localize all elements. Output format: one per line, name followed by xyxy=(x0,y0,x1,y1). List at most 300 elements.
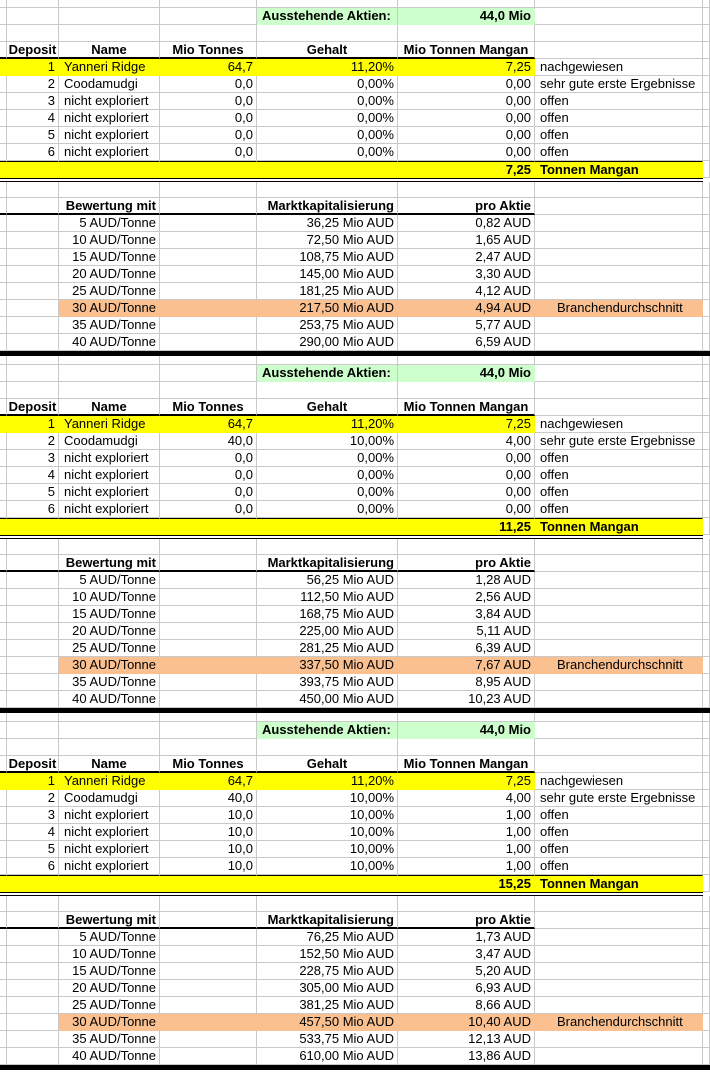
valuation-rate-cell[interactable]: 30 AUD/Tonne xyxy=(59,300,160,317)
cell[interactable] xyxy=(7,161,59,178)
valuation-cap-cell[interactable]: 450,00 Mio AUD xyxy=(257,691,398,708)
cell[interactable] xyxy=(398,0,535,8)
deposit-nr-cell[interactable]: 4 xyxy=(7,110,59,127)
cell[interactable] xyxy=(0,356,7,365)
cell[interactable] xyxy=(703,467,710,484)
valuation-cap-cell[interactable]: 457,50 Mio AUD xyxy=(257,1014,398,1031)
cell[interactable] xyxy=(59,713,160,722)
cell[interactable] xyxy=(703,501,710,518)
deposit-tonnes-cell[interactable]: 0,0 xyxy=(160,484,257,501)
cell[interactable] xyxy=(160,539,257,555)
cell[interactable] xyxy=(703,144,710,161)
cell[interactable] xyxy=(160,896,257,912)
deposit-gehalt-cell[interactable]: 10,00% xyxy=(257,858,398,875)
deposit-header-cell-mangan[interactable]: Mio Tonnen Mangan xyxy=(398,756,535,773)
cell[interactable] xyxy=(7,8,59,25)
valuation-header-cell-bewertung[interactable]: Bewertung mit xyxy=(59,912,160,929)
cell[interactable] xyxy=(7,266,59,283)
cell[interactable] xyxy=(535,756,703,773)
deposit-name-cell[interactable]: nicht exploriert xyxy=(59,110,160,127)
cell[interactable] xyxy=(0,76,7,93)
cell[interactable] xyxy=(703,161,710,178)
valuation-rate-cell[interactable]: 35 AUD/Tonne xyxy=(59,1031,160,1048)
deposit-gehalt-cell[interactable]: 0,00% xyxy=(257,484,398,501)
deposit-gehalt-cell[interactable]: 0,00% xyxy=(257,144,398,161)
cell[interactable] xyxy=(535,198,703,215)
cell[interactable] xyxy=(59,8,160,25)
cell[interactable] xyxy=(703,722,710,739)
deposit-tonnes-cell[interactable]: 64,7 xyxy=(160,416,257,433)
cell[interactable] xyxy=(160,963,257,980)
cell[interactable] xyxy=(703,382,710,399)
cell[interactable] xyxy=(703,1048,710,1065)
cell[interactable] xyxy=(7,25,59,42)
cell[interactable] xyxy=(160,606,257,623)
valuation-header-cell-pro-aktie[interactable]: pro Aktie xyxy=(398,555,535,572)
cell[interactable] xyxy=(0,25,7,42)
deposit-mangan-cell[interactable]: 0,00 xyxy=(398,450,535,467)
cell[interactable] xyxy=(7,691,59,708)
cell[interactable] xyxy=(0,501,7,518)
cell[interactable] xyxy=(0,0,7,8)
valuation-pershare-cell[interactable]: 6,59 AUD xyxy=(398,334,535,351)
cell[interactable] xyxy=(0,929,7,946)
deposit-nr-cell[interactable]: 1 xyxy=(7,416,59,433)
cell[interactable] xyxy=(7,722,59,739)
deposit-mangan-cell[interactable]: 0,00 xyxy=(398,76,535,93)
cell[interactable] xyxy=(535,896,703,912)
cell[interactable] xyxy=(0,722,7,739)
cell[interactable] xyxy=(535,182,703,198)
valuation-cap-cell[interactable]: 228,75 Mio AUD xyxy=(257,963,398,980)
cell[interactable] xyxy=(0,997,7,1014)
cell[interactable] xyxy=(535,317,703,334)
cell[interactable] xyxy=(59,739,160,756)
cell[interactable] xyxy=(535,722,703,739)
cell[interactable] xyxy=(0,215,7,232)
cell[interactable] xyxy=(7,623,59,640)
cell[interactable] xyxy=(703,300,710,317)
cell[interactable] xyxy=(535,266,703,283)
cell[interactable] xyxy=(160,589,257,606)
valuation-cap-cell[interactable]: 152,50 Mio AUD xyxy=(257,946,398,963)
valuation-cap-cell[interactable]: 381,25 Mio AUD xyxy=(257,997,398,1014)
cell[interactable] xyxy=(7,896,59,912)
cell[interactable] xyxy=(59,182,160,198)
valuation-header-cell-marktkapitalisierung[interactable]: Marktkapitalisierung xyxy=(257,198,398,215)
deposit-mangan-cell[interactable]: 0,00 xyxy=(398,484,535,501)
deposit-mangan-cell[interactable]: 0,00 xyxy=(398,144,535,161)
cell[interactable] xyxy=(59,25,160,42)
valuation-cap-cell[interactable]: 281,25 Mio AUD xyxy=(257,640,398,657)
cell[interactable] xyxy=(703,283,710,300)
valuation-header-cell-bewertung[interactable]: Bewertung mit xyxy=(59,555,160,572)
cell[interactable] xyxy=(7,929,59,946)
cell[interactable] xyxy=(0,1031,7,1048)
cell[interactable] xyxy=(535,1048,703,1065)
cell[interactable] xyxy=(535,739,703,756)
valuation-rate-cell[interactable]: 35 AUD/Tonne xyxy=(59,317,160,334)
cell[interactable] xyxy=(0,144,7,161)
cell[interactable] xyxy=(703,1031,710,1048)
cell[interactable] xyxy=(160,912,257,929)
cell[interactable] xyxy=(535,640,703,657)
deposit-note-cell[interactable]: sehr gute erste Ergebnisse xyxy=(535,790,703,807)
valuation-cap-cell[interactable]: 145,00 Mio AUD xyxy=(257,266,398,283)
cell[interactable] xyxy=(535,382,703,399)
cell[interactable] xyxy=(398,539,535,555)
deposit-mangan-cell[interactable]: 4,00 xyxy=(398,790,535,807)
deposit-tonnes-cell[interactable]: 0,0 xyxy=(160,450,257,467)
valuation-rate-cell[interactable]: 25 AUD/Tonne xyxy=(59,997,160,1014)
cell[interactable] xyxy=(257,382,398,399)
cell[interactable] xyxy=(535,963,703,980)
valuation-rate-cell[interactable]: 35 AUD/Tonne xyxy=(59,674,160,691)
cell[interactable] xyxy=(0,198,7,215)
cell[interactable] xyxy=(703,25,710,42)
cell[interactable] xyxy=(0,317,7,334)
cell[interactable] xyxy=(7,555,59,572)
cell[interactable] xyxy=(535,929,703,946)
cell[interactable] xyxy=(0,555,7,572)
cell[interactable] xyxy=(160,382,257,399)
cell[interactable] xyxy=(7,912,59,929)
cell[interactable] xyxy=(703,450,710,467)
valuation-cap-cell[interactable]: 533,75 Mio AUD xyxy=(257,1031,398,1048)
cell[interactable] xyxy=(0,790,7,807)
deposit-note-cell[interactable]: offen xyxy=(535,467,703,484)
cell[interactable] xyxy=(160,929,257,946)
deposit-tonnes-cell[interactable]: 10,0 xyxy=(160,858,257,875)
deposit-name-cell[interactable]: Coodamudgi xyxy=(59,790,160,807)
deposit-header-cell-gehalt[interactable]: Gehalt xyxy=(257,399,398,416)
cell[interactable] xyxy=(160,946,257,963)
deposit-nr-cell[interactable]: 2 xyxy=(7,790,59,807)
cell[interactable] xyxy=(535,997,703,1014)
deposit-gehalt-cell[interactable]: 0,00% xyxy=(257,127,398,144)
cell[interactable] xyxy=(535,0,703,8)
cell[interactable] xyxy=(398,182,535,198)
cell[interactable] xyxy=(257,875,398,892)
cell[interactable] xyxy=(59,161,160,178)
cell[interactable] xyxy=(0,691,7,708)
cell[interactable] xyxy=(59,356,160,365)
valuation-cap-cell[interactable]: 217,50 Mio AUD xyxy=(257,300,398,317)
cell[interactable] xyxy=(0,1048,7,1065)
deposit-nr-cell[interactable]: 6 xyxy=(7,858,59,875)
deposit-tonnes-cell[interactable]: 0,0 xyxy=(160,144,257,161)
cell[interactable] xyxy=(160,25,257,42)
deposit-header-cell-name[interactable]: Name xyxy=(59,399,160,416)
cell[interactable] xyxy=(703,42,710,59)
deposit-nr-cell[interactable]: 2 xyxy=(7,76,59,93)
cell[interactable] xyxy=(7,182,59,198)
cell[interactable] xyxy=(0,1014,7,1031)
cell[interactable] xyxy=(7,334,59,351)
cell[interactable] xyxy=(703,8,710,25)
deposit-gehalt-cell[interactable]: 11,20% xyxy=(257,416,398,433)
cell[interactable] xyxy=(59,722,160,739)
cell[interactable] xyxy=(535,283,703,300)
cell[interactable] xyxy=(703,539,710,555)
deposit-nr-cell[interactable]: 6 xyxy=(7,144,59,161)
cell[interactable] xyxy=(0,963,7,980)
cell[interactable] xyxy=(703,1014,710,1031)
valuation-rate-cell[interactable]: 15 AUD/Tonne xyxy=(59,249,160,266)
deposit-nr-cell[interactable]: 3 xyxy=(7,93,59,110)
valuation-header-cell-pro-aktie[interactable]: pro Aktie xyxy=(398,912,535,929)
cell[interactable] xyxy=(0,8,7,25)
cell[interactable] xyxy=(535,674,703,691)
valuation-header-cell-marktkapitalisierung[interactable]: Marktkapitalisierung xyxy=(257,555,398,572)
valuation-rate-cell[interactable]: 25 AUD/Tonne xyxy=(59,640,160,657)
valuation-pershare-cell[interactable]: 8,95 AUD xyxy=(398,674,535,691)
cell[interactable] xyxy=(703,657,710,674)
deposit-tonnes-cell[interactable]: 10,0 xyxy=(160,841,257,858)
cell[interactable] xyxy=(703,127,710,144)
cell[interactable] xyxy=(7,875,59,892)
deposit-header-cell-deposit[interactable]: Deposit xyxy=(7,399,59,416)
valuation-pershare-cell[interactable]: 6,39 AUD xyxy=(398,640,535,657)
cell[interactable] xyxy=(257,518,398,535)
cell[interactable] xyxy=(0,232,7,249)
valuation-pershare-cell[interactable]: 7,67 AUD xyxy=(398,657,535,674)
cell[interactable] xyxy=(398,713,535,722)
cell[interactable] xyxy=(160,317,257,334)
cell[interactable] xyxy=(59,382,160,399)
cell[interactable] xyxy=(0,110,7,127)
cell[interactable] xyxy=(703,110,710,127)
deposit-mangan-cell[interactable]: 0,00 xyxy=(398,110,535,127)
cell[interactable] xyxy=(703,334,710,351)
cell[interactable] xyxy=(0,300,7,317)
deposit-name-cell[interactable]: nicht exploriert xyxy=(59,467,160,484)
cell[interactable] xyxy=(703,356,710,365)
valuation-rate-cell[interactable]: 5 AUD/Tonne xyxy=(59,929,160,946)
cell[interactable] xyxy=(160,283,257,300)
deposit-note-cell[interactable]: offen xyxy=(535,127,703,144)
cell[interactable] xyxy=(7,1031,59,1048)
cell[interactable] xyxy=(535,572,703,589)
valuation-pershare-cell[interactable]: 1,28 AUD xyxy=(398,572,535,589)
deposit-name-cell[interactable]: Yanneri Ridge xyxy=(59,59,160,76)
valuation-cap-cell[interactable]: 36,25 Mio AUD xyxy=(257,215,398,232)
cell[interactable] xyxy=(257,713,398,722)
valuation-header-cell-bewertung[interactable]: Bewertung mit xyxy=(59,198,160,215)
total-label-cell[interactable]: Tonnen Mangan xyxy=(535,161,703,178)
cell[interactable] xyxy=(7,317,59,334)
valuation-rate-cell[interactable]: 40 AUD/Tonne xyxy=(59,691,160,708)
cell[interactable] xyxy=(398,896,535,912)
deposit-note-cell[interactable]: offen xyxy=(535,807,703,824)
deposit-mangan-cell[interactable]: 1,00 xyxy=(398,807,535,824)
deposit-nr-cell[interactable]: 3 xyxy=(7,807,59,824)
deposit-mangan-cell[interactable]: 1,00 xyxy=(398,858,535,875)
cell[interactable] xyxy=(59,0,160,8)
cell[interactable] xyxy=(7,249,59,266)
valuation-pershare-cell[interactable]: 8,66 AUD xyxy=(398,997,535,1014)
valuation-pershare-cell[interactable]: 10,23 AUD xyxy=(398,691,535,708)
deposit-header-cell-deposit[interactable]: Deposit xyxy=(7,42,59,59)
deposit-nr-cell[interactable]: 5 xyxy=(7,127,59,144)
valuation-rate-cell[interactable]: 5 AUD/Tonne xyxy=(59,572,160,589)
deposit-header-cell-name[interactable]: Name xyxy=(59,42,160,59)
cell[interactable] xyxy=(703,93,710,110)
cell[interactable] xyxy=(535,356,703,365)
deposit-name-cell[interactable]: Yanneri Ridge xyxy=(59,416,160,433)
cell[interactable] xyxy=(160,334,257,351)
valuation-rate-cell[interactable]: 15 AUD/Tonne xyxy=(59,606,160,623)
cell[interactable] xyxy=(160,518,257,535)
deposit-note-cell[interactable]: offen xyxy=(535,858,703,875)
valuation-pershare-cell[interactable]: 10,40 AUD xyxy=(398,1014,535,1031)
deposit-gehalt-cell[interactable]: 0,00% xyxy=(257,501,398,518)
deposit-gehalt-cell[interactable]: 0,00% xyxy=(257,450,398,467)
cell[interactable] xyxy=(0,980,7,997)
cell[interactable] xyxy=(7,0,59,8)
cell[interactable] xyxy=(535,215,703,232)
cell[interactable] xyxy=(7,1014,59,1031)
valuation-cap-cell[interactable]: 181,25 Mio AUD xyxy=(257,283,398,300)
cell[interactable] xyxy=(703,841,710,858)
cell[interactable] xyxy=(535,713,703,722)
deposit-header-cell-tonnes[interactable]: Mio Tonnes xyxy=(160,756,257,773)
deposit-gehalt-cell[interactable]: 10,00% xyxy=(257,807,398,824)
cell[interactable] xyxy=(703,249,710,266)
valuation-header-cell-pro-aktie[interactable]: pro Aktie xyxy=(398,198,535,215)
cell[interactable] xyxy=(7,640,59,657)
cell[interactable] xyxy=(257,182,398,198)
cell[interactable] xyxy=(703,572,710,589)
cell[interactable] xyxy=(0,875,7,892)
cell[interactable] xyxy=(7,283,59,300)
cell[interactable] xyxy=(160,875,257,892)
cell[interactable] xyxy=(703,317,710,334)
cell[interactable] xyxy=(59,539,160,555)
deposit-name-cell[interactable]: nicht exploriert xyxy=(59,841,160,858)
cell[interactable] xyxy=(703,773,710,790)
deposit-note-cell[interactable]: offen xyxy=(535,110,703,127)
cell[interactable] xyxy=(0,365,7,382)
cell[interactable] xyxy=(703,182,710,198)
deposit-mangan-cell[interactable]: 1,00 xyxy=(398,824,535,841)
cell[interactable] xyxy=(703,739,710,756)
cell[interactable] xyxy=(535,8,703,25)
cell[interactable] xyxy=(535,589,703,606)
valuation-pershare-cell[interactable]: 2,56 AUD xyxy=(398,589,535,606)
cell[interactable] xyxy=(7,674,59,691)
total-value-cell[interactable]: 11,25 xyxy=(398,518,535,535)
shares-value-cell[interactable]: 44,0 Mio xyxy=(398,8,535,25)
cell[interactable] xyxy=(703,232,710,249)
cell[interactable] xyxy=(160,640,257,657)
deposit-tonnes-cell[interactable]: 64,7 xyxy=(160,59,257,76)
valuation-pershare-cell[interactable]: 3,30 AUD xyxy=(398,266,535,283)
cell[interactable] xyxy=(703,59,710,76)
cell[interactable] xyxy=(0,42,7,59)
cell[interactable] xyxy=(7,232,59,249)
deposit-name-cell[interactable]: Coodamudgi xyxy=(59,76,160,93)
cell[interactable] xyxy=(0,912,7,929)
cell[interactable] xyxy=(0,127,7,144)
deposit-gehalt-cell[interactable]: 11,20% xyxy=(257,59,398,76)
cell[interactable] xyxy=(7,589,59,606)
cell[interactable] xyxy=(7,198,59,215)
cell[interactable] xyxy=(7,739,59,756)
deposit-gehalt-cell[interactable]: 0,00% xyxy=(257,76,398,93)
cell[interactable] xyxy=(7,300,59,317)
cell[interactable] xyxy=(7,606,59,623)
deposit-name-cell[interactable]: Yanneri Ridge xyxy=(59,773,160,790)
deposit-header-cell-deposit[interactable]: Deposit xyxy=(7,756,59,773)
deposit-gehalt-cell[interactable]: 11,20% xyxy=(257,773,398,790)
valuation-cap-cell[interactable]: 393,75 Mio AUD xyxy=(257,674,398,691)
deposit-header-cell-name[interactable]: Name xyxy=(59,756,160,773)
deposit-tonnes-cell[interactable]: 0,0 xyxy=(160,76,257,93)
deposit-tonnes-cell[interactable]: 10,0 xyxy=(160,824,257,841)
deposit-note-cell[interactable]: offen xyxy=(535,841,703,858)
deposit-header-cell-mangan[interactable]: Mio Tonnen Mangan xyxy=(398,42,535,59)
deposit-note-cell[interactable]: offen xyxy=(535,93,703,110)
deposit-mangan-cell[interactable]: 0,00 xyxy=(398,93,535,110)
valuation-pershare-cell[interactable]: 5,77 AUD xyxy=(398,317,535,334)
valuation-cap-cell[interactable]: 610,00 Mio AUD xyxy=(257,1048,398,1065)
cell[interactable] xyxy=(0,334,7,351)
cell[interactable] xyxy=(257,356,398,365)
cell[interactable] xyxy=(7,946,59,963)
deposit-name-cell[interactable]: nicht exploriert xyxy=(59,807,160,824)
shares-label-cell[interactable]: Ausstehende Aktien: xyxy=(257,722,398,739)
cell[interactable] xyxy=(703,963,710,980)
cell[interactable] xyxy=(7,713,59,722)
cell[interactable] xyxy=(535,539,703,555)
cell[interactable] xyxy=(535,399,703,416)
cell[interactable] xyxy=(0,858,7,875)
cell[interactable] xyxy=(703,365,710,382)
cell[interactable] xyxy=(703,589,710,606)
cell[interactable] xyxy=(0,161,7,178)
cell[interactable] xyxy=(160,997,257,1014)
cell[interactable] xyxy=(160,215,257,232)
cell[interactable] xyxy=(703,790,710,807)
cell[interactable] xyxy=(703,215,710,232)
valuation-pershare-cell[interactable]: 4,12 AUD xyxy=(398,283,535,300)
deposit-nr-cell[interactable]: 5 xyxy=(7,841,59,858)
valuation-pershare-cell[interactable]: 0,82 AUD xyxy=(398,215,535,232)
cell[interactable] xyxy=(703,713,710,722)
cell[interactable] xyxy=(257,896,398,912)
cell[interactable] xyxy=(0,518,7,535)
cell[interactable] xyxy=(703,606,710,623)
total-label-cell[interactable]: Tonnen Mangan xyxy=(535,875,703,892)
deposit-name-cell[interactable]: nicht exploriert xyxy=(59,127,160,144)
cell[interactable] xyxy=(703,266,710,283)
cell[interactable] xyxy=(703,76,710,93)
cell[interactable] xyxy=(398,382,535,399)
cell[interactable] xyxy=(0,484,7,501)
cell[interactable] xyxy=(535,1031,703,1048)
cell[interactable] xyxy=(0,539,7,555)
cell[interactable] xyxy=(0,450,7,467)
cell[interactable] xyxy=(703,0,710,8)
valuation-pershare-cell[interactable]: 1,73 AUD xyxy=(398,929,535,946)
valuation-rate-cell[interactable]: 5 AUD/Tonne xyxy=(59,215,160,232)
shares-value-cell[interactable]: 44,0 Mio xyxy=(398,722,535,739)
cell[interactable] xyxy=(535,365,703,382)
deposit-gehalt-cell[interactable]: 10,00% xyxy=(257,433,398,450)
cell[interactable] xyxy=(160,8,257,25)
deposit-tonnes-cell[interactable]: 0,0 xyxy=(160,467,257,484)
